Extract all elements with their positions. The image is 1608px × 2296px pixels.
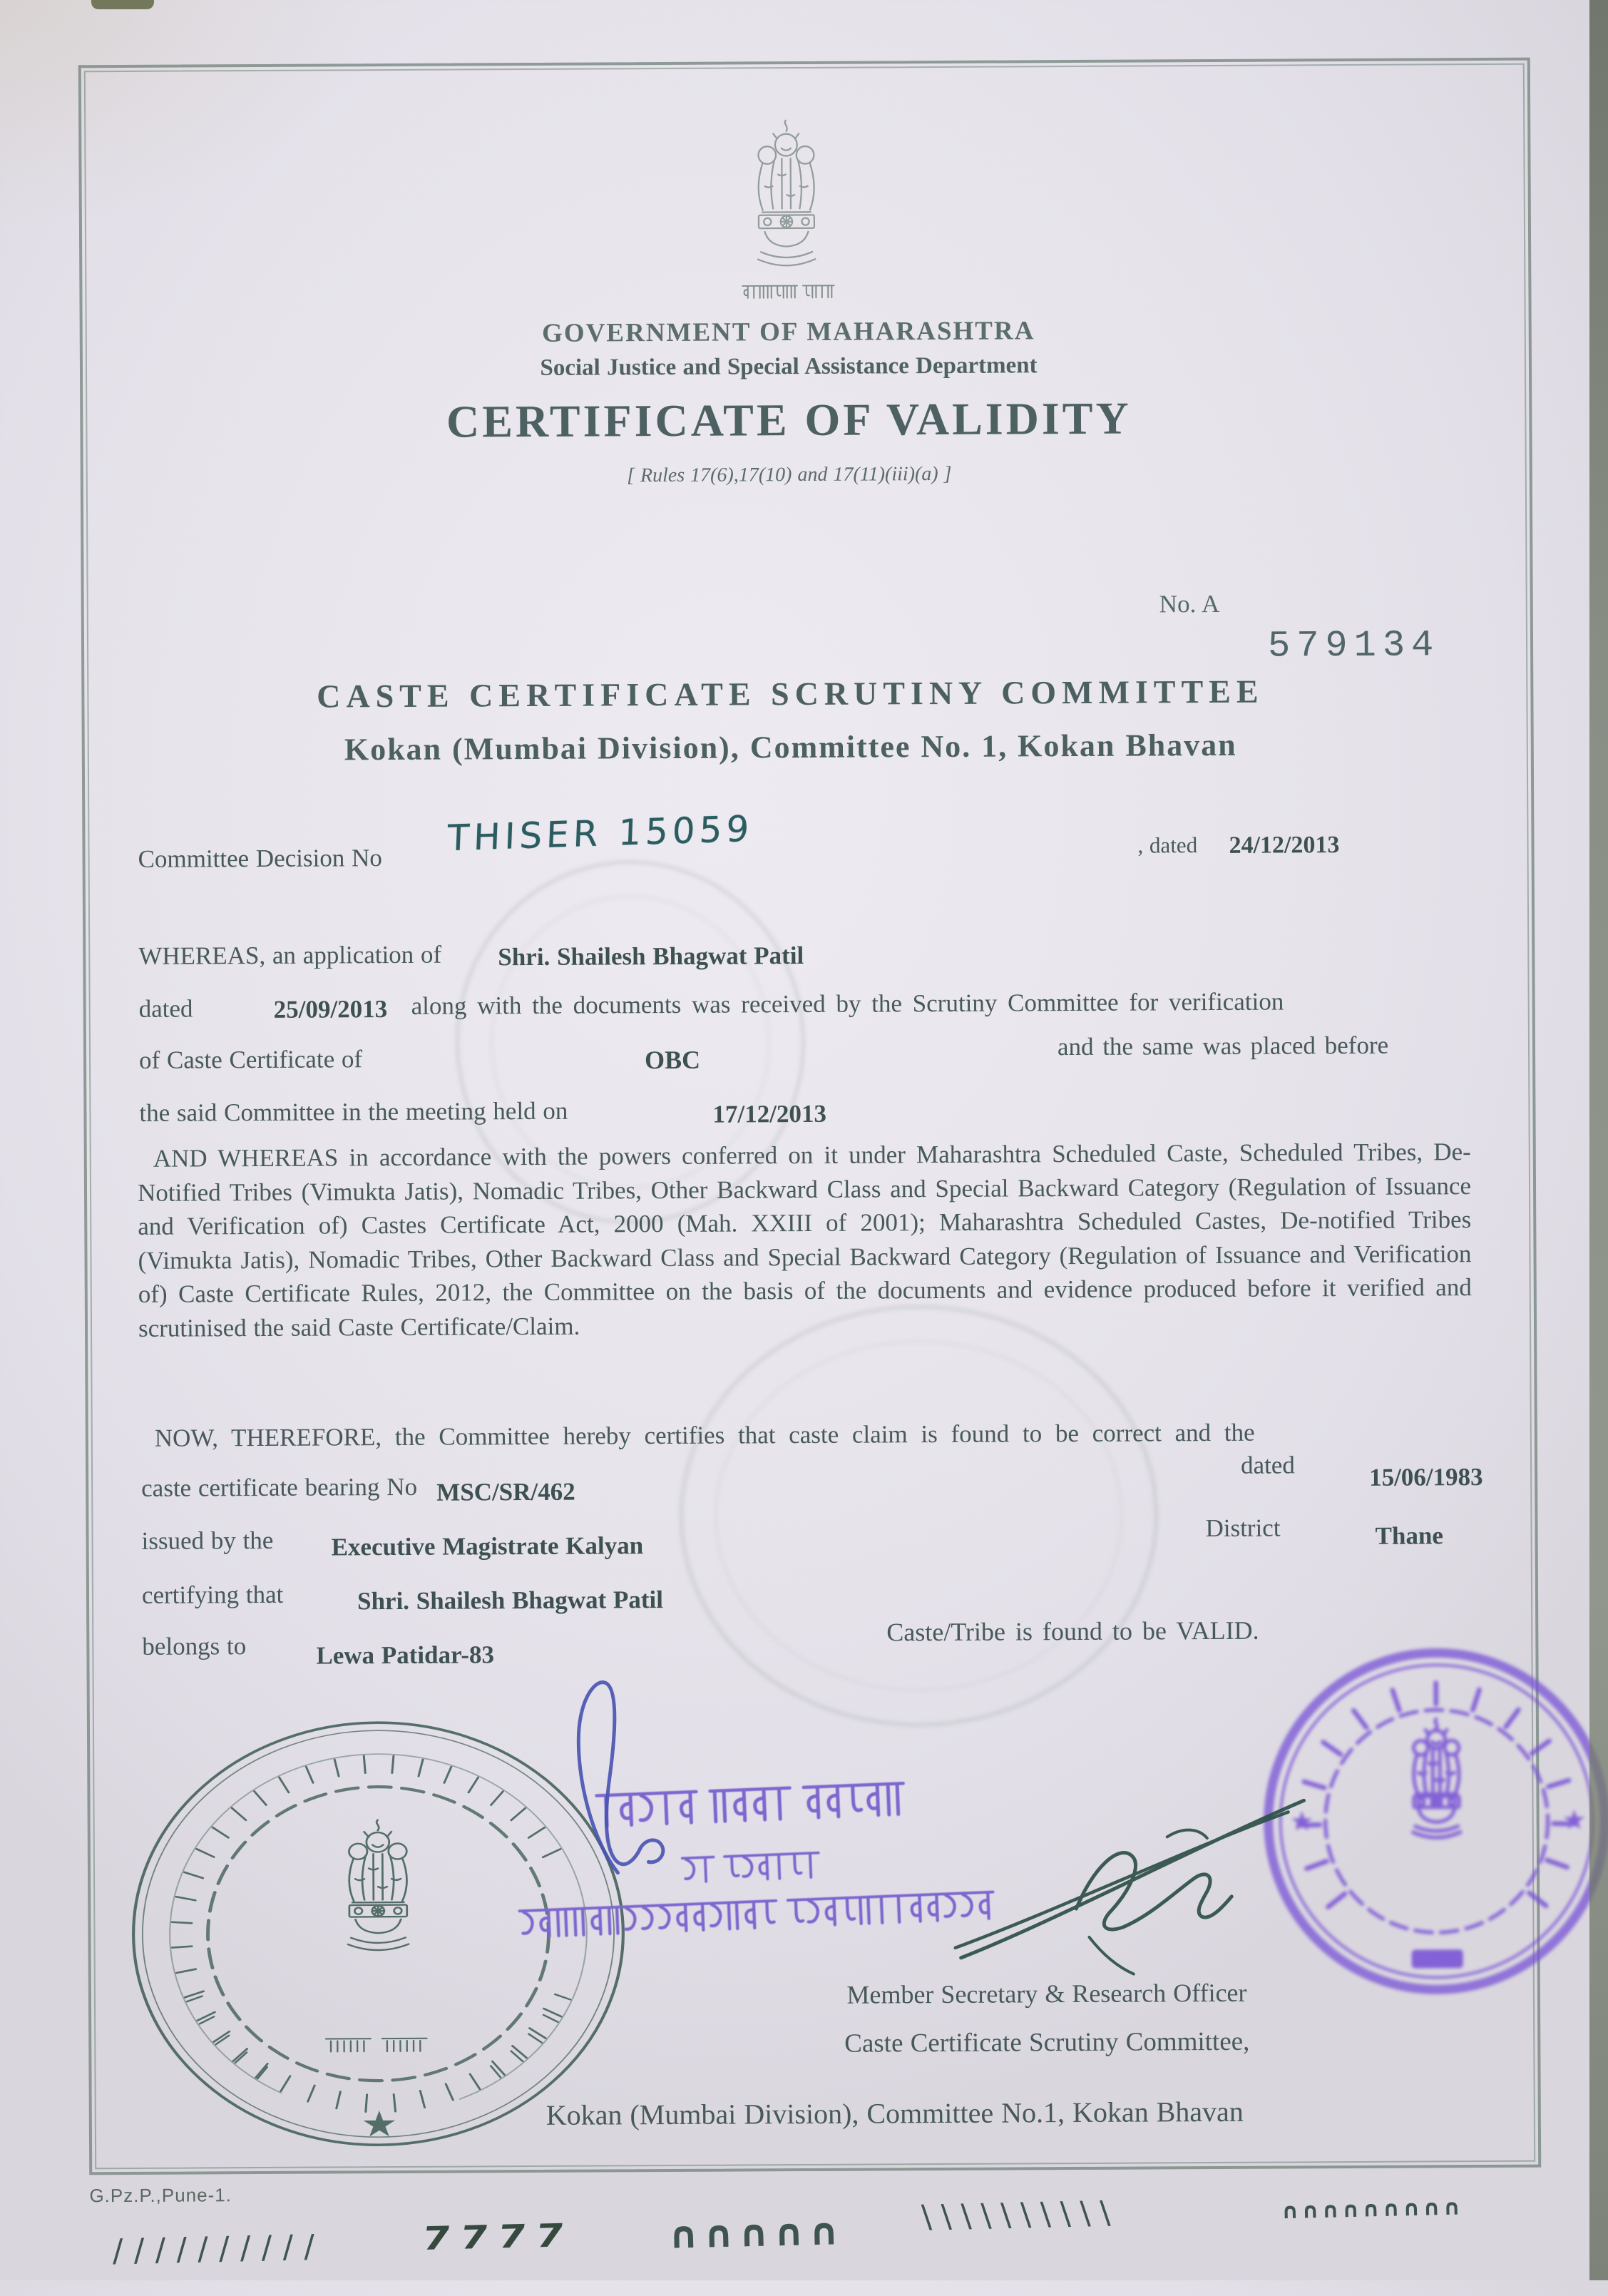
- scan-edge-strip: [1589, 0, 1608, 2280]
- blue-ink-signature: [558, 1663, 717, 1887]
- cert-dated-label: dated: [1241, 1451, 1295, 1479]
- committee-title: CASTE CERTIFICATE SCRUTINY COMMITTEE: [317, 673, 1264, 715]
- bearing-label: caste certificate bearing No: [141, 1473, 417, 1503]
- placed-text: and the same was placed before: [1058, 1031, 1388, 1061]
- government-title: GOVERNMENT OF MAHARASHTRA: [542, 315, 1035, 349]
- scan-top-blob: [91, 0, 154, 9]
- svg-text:★: ★: [361, 2105, 398, 2145]
- decision-date: 24/12/2013: [1229, 832, 1339, 859]
- svg-text:★: ★: [1562, 1805, 1587, 1835]
- print-marks-slashes: //////////: [112, 2228, 325, 2270]
- caste-value: Lewa Patidar-83: [316, 1641, 494, 1670]
- issuing-authority: Executive Magistrate Kalyan: [332, 1531, 644, 1561]
- issued-label: issued by the: [141, 1526, 273, 1556]
- emblem-motto: [741, 284, 835, 304]
- now-therefore-line: NOW, THEREFORE, the Committee hereby certifies that caste claim is found to be correct and the: [139, 1419, 1255, 1453]
- signatory-designation: Member Secretary & Research Officer: [846, 1978, 1246, 2010]
- printer-imprint: G.Pz.P.,Pune-1.: [89, 2184, 232, 2207]
- applicant-name: Shri. Shailesh Bhagwat Patil: [498, 942, 804, 971]
- serial-number: 579134: [1268, 624, 1440, 667]
- and-whereas-paragraph: AND WHEREAS in accordance with the powers conferred on it under Maharashtra Scheduled Caste, Scheduled Tribes, De-Notified Tribes (Vimukta Jatis), Nomadic Tribes, Other Backward Class and Special Backward Category (Regulation of Issuance and Verification of) Castes Certificate Act, 2000 (Mah. XXIII of 2001); Maharashtra Scheduled Castes, De-notified Tribes (Vimukta Jatis), Nomadic Tribes, Other Backward Class and Special Backward Category (Regulation of Issuance and Verification of) Caste Certificate Rules, 2012, the Committee on the basis of the documents and evidence produced before it verified and scrutinised the said Caste Certificate/Claim.: [138, 1135, 1472, 1345]
- caste-cert-label: of Caste Certificate of: [139, 1045, 362, 1075]
- meeting-date: 17/12/2013: [712, 1100, 826, 1129]
- signatory-office: Caste Certificate Scrutiny Committee,: [844, 2026, 1249, 2059]
- print-marks-arcs: ∩∩∩∩∩: [668, 2210, 844, 2257]
- district-value: Thane: [1375, 1521, 1443, 1550]
- certificate-number: MSC/SR/462: [436, 1478, 575, 1507]
- received-text: along with the documents was received by the Scrutiny Committee for verification: [411, 987, 1284, 1020]
- decision-dated-label: , dated: [1137, 832, 1197, 858]
- print-marks-sevens: 7777: [420, 2217, 577, 2257]
- certificate-title: CERTIFICATE OF VALIDITY: [446, 392, 1132, 449]
- decision-label: Committee Decision No: [138, 844, 381, 874]
- valid-statement: Caste/Tribe is found to be VALID.: [886, 1616, 1259, 1648]
- print-marks-backslashes: \\\\\\\\\\: [921, 2194, 1120, 2235]
- district-label: District: [1205, 1514, 1280, 1544]
- committee-subtitle: Kokan (Mumbai Division), Committee No. 1, Kokan Bhavan: [344, 727, 1237, 768]
- caste-category: OBC: [645, 1045, 700, 1075]
- application-date: 25/09/2013: [274, 995, 388, 1024]
- state-emblem: [737, 116, 835, 292]
- belongs-label: belongs to: [142, 1632, 246, 1661]
- meeting-label: the said Committee in the meeting held on: [139, 1097, 568, 1128]
- certificate-date: 15/06/1983: [1369, 1463, 1483, 1492]
- rules-subtitle: [ Rules 17(6),17(10) and 17(11)(iii)(a) ]: [627, 463, 952, 487]
- certifying-label: certifying that: [142, 1581, 284, 1610]
- department-title: Social Justice and Special Assistance Department: [540, 352, 1037, 382]
- signatory-office-line2: Kokan (Mumbai Division), Committee No.1, Kokan Bhavan: [546, 2095, 1244, 2132]
- serial-label: No. A: [1159, 590, 1220, 618]
- print-marks-small-arcs: ∩∩∩∩∩∩∩∩∩: [1281, 2195, 1464, 2224]
- certified-name: Shri. Shailesh Bhagwat Patil: [357, 1586, 663, 1616]
- print-registration-marks: [105, 2185, 1540, 2296]
- application-dated-label: dated: [139, 994, 193, 1023]
- member-secretary-signature: [953, 1786, 1310, 1988]
- decision-number-handwritten: THISER 15059: [446, 808, 754, 859]
- whereas-label: WHEREAS, an application of: [138, 941, 441, 971]
- svg-text:★: ★: [1290, 1807, 1314, 1837]
